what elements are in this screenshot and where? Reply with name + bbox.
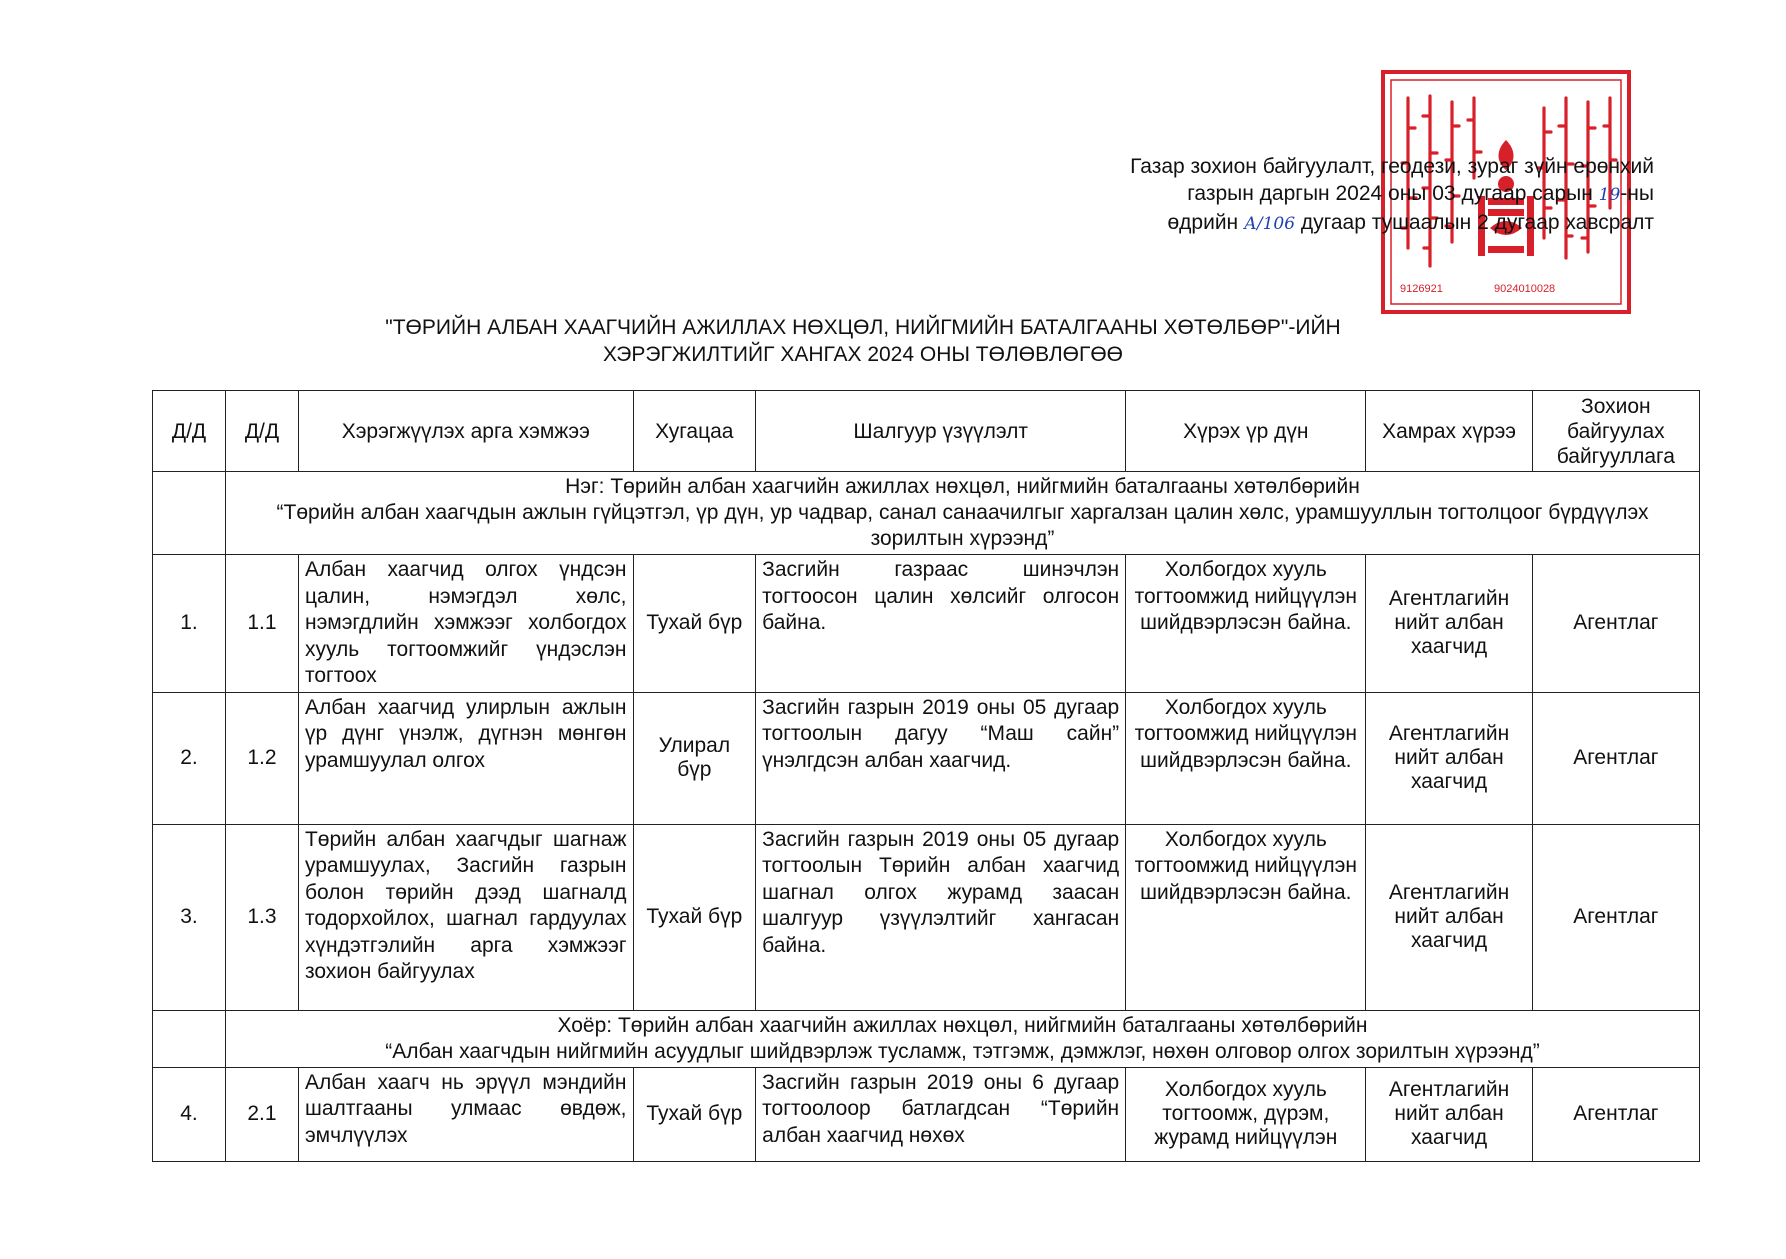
stamp-number-left: 9126921 [1400, 283, 1443, 295]
document-page [18, 16, 1768, 1236]
header-no: Д/Д [153, 391, 226, 472]
row-sub-no: 1.2 [225, 692, 298, 824]
annex-reference [1130, 153, 1654, 238]
section-cell [225, 1010, 1699, 1067]
plan-table [152, 390, 1700, 1162]
row-action: Албан хаагчид олгох үндсэн цалин, нэмэгдэл хөлс, нэмэгдлийн хэмжээг холбогдох хууль тогтоомжийг үндэслэн тогтоох [298, 555, 633, 693]
row-organization: Агентлаг [1532, 555, 1699, 693]
header-scope: Хамрах хүрээ [1366, 391, 1532, 472]
row-no: 1. [153, 555, 226, 693]
section-blank-cell [153, 472, 226, 555]
header-action: Хэрэгжүүлэх арга хэмжээ [298, 391, 633, 472]
header-criteria: Шалгуур үзүүлэлт [756, 391, 1126, 472]
row-period: Тухай бүр [633, 824, 756, 1010]
section-subheading: “Албан хаагчдын нийгмийн асуудлыг шийдвэрлэж тусламж, тэтгэмж, дэмжлэг, нөхөн олговор олгох зорилтын хүрээнд” [385, 1039, 1540, 1063]
row-criteria: Засгийн газрын 2019 оны 05 дугаар тогтоолын Төрийн албан хаагчид шагнал олгох журамд заасан шалгуур үзүүлэлтийг хангасан байна. [756, 824, 1126, 1010]
row-scope: Агентлагийн нийт албан хаагчид [1366, 692, 1532, 824]
row-sub-no: 1.1 [225, 555, 298, 693]
row-scope: Агентлагийн нийт албан хаагчид [1366, 1067, 1532, 1161]
row-result: Холбогдох хууль тогтоомжид нийцүүлэн шийдвэрлэсэн байна. [1126, 555, 1366, 693]
row-action: Төрийн албан хаагчдыг шагнаж урамшуулах, Засгийн газрын болон төрийн дээд шагналд тодорхойлох, шагнал гардуулах хүндэтгэлийн арга хэмжээг зохион байгуулах [298, 824, 633, 1010]
section-heading: Нэг: Төрийн албан хаагчийн ажиллах нөхцөл, нийгмийн баталгааны хөтөлбөрийн [565, 475, 1360, 498]
section-cell [225, 472, 1699, 555]
annex-handwritten-day: 19 [1598, 185, 1621, 205]
table-header-row [153, 391, 1700, 472]
header-sub-no: Д/Д [225, 391, 298, 472]
row-criteria: Засгийн газраас шинэчлэн тогтоосон цалин хөлсийг олгосон байна. [756, 555, 1126, 693]
section-heading: Хоёр: Төрийн албан хаагчийн ажиллах нөхцөл, нийгмийн баталгааны хөтөлбөрийн [557, 1013, 1368, 1037]
stamp-number-right: 9024010028 [1494, 283, 1556, 295]
row-result: Холбогдох хууль тогтоомж, дүрэм, журамд нийцүүлэн [1126, 1067, 1366, 1161]
annex-line-2 [1130, 180, 1654, 209]
row-action: Албан хаагч нь эрүүл мэндийн шалтгааны улмаас өвдөж, эмчлүүлэх [298, 1067, 633, 1161]
section-subheading: “Төрийн албан хаагчдын ажлын гүйцэтгэл, үр дүн, ур чадвар, санал санаачилгыг харгалзан цалин хөлс, урамшууллын тогтолцоог бүрдүүлэх зорилтын хүрээнд” [276, 501, 1649, 550]
row-organization: Агентлаг [1532, 692, 1699, 824]
row-sub-no: 1.3 [225, 824, 298, 1010]
row-no: 3. [153, 824, 226, 1010]
table-row [153, 692, 1700, 824]
row-action: Албан хаагчид улирлын ажлын үр дүнг үнэлж, дүгнэн мөнгөн урамшуулал олгох [298, 692, 633, 824]
row-no: 2. [153, 692, 226, 824]
row-result: Холбогдох хууль тогтоомжид нийцүүлэн шийдвэрлэсэн байна. [1126, 692, 1366, 824]
section-blank-cell [153, 1010, 226, 1067]
row-organization: Агентлаг [1532, 824, 1699, 1010]
annex-line-1: Газар зохион байгуулалт, геодези, зураг зүйн ерөнхий [1130, 155, 1654, 178]
annex-line-2-text-c: -ны [1620, 182, 1654, 205]
row-criteria: Засгийн газрын 2019 оны 05 дугаар тогтоолын дагуу “Маш сайн” үнэлгдсэн албан хаагчид. [756, 692, 1126, 824]
annex-line-2-text-a: газрын даргын 2024 оны [1187, 182, 1427, 205]
row-organization: Агентлаг [1532, 1067, 1699, 1161]
row-period: Улирал бүр [633, 692, 756, 824]
header-result: Хүрэх үр дүн [1126, 391, 1366, 472]
document-title [153, 314, 1573, 368]
section-row [153, 1010, 1700, 1067]
document-title-line-2: ХЭРЭГЖИЛТИЙГ ХАНГАХ 2024 ОНЫ ТӨЛӨВЛӨГӨӨ [602, 343, 1124, 366]
table-row [153, 1067, 1700, 1161]
row-scope: Агентлагийн нийт албан хаагчид [1366, 555, 1532, 693]
annex-line-2-text-b: дугаар сарын [1461, 182, 1593, 205]
header-organization: Зохион байгуулах байгууллага [1532, 391, 1699, 472]
row-criteria: Засгийн газрын 2019 оны 6 дугаар тогтоолоор батлагдсан “Төрийн албан хаагчид нөхөх [756, 1067, 1126, 1161]
row-sub-no: 2.1 [225, 1067, 298, 1161]
row-no: 4. [153, 1067, 226, 1161]
table-row [153, 555, 1700, 693]
header-period: Хугацаа [633, 391, 756, 472]
row-scope: Агентлагийн нийт албан хаагчид [1366, 824, 1532, 1010]
document-title-line-1: "ТӨРИЙН АЛБАН ХААГЧИЙН АЖИЛЛАХ НӨХЦӨЛ, НИЙГМИЙН БАТАЛГААНЫ ХӨТӨЛБӨР"-ИЙН [385, 316, 1341, 339]
annex-line-3 [1130, 209, 1654, 238]
table-row [153, 824, 1700, 1010]
row-period: Тухай бүр [633, 555, 756, 693]
annex-month: 03 [1432, 182, 1456, 205]
section-row [153, 472, 1700, 555]
row-period: Тухай бүр [633, 1067, 756, 1161]
row-result: Холбогдох хууль тогтоомжид нийцүүлэн шийдвэрлэсэн байна. [1126, 824, 1366, 1010]
annex-line-3-text-a: өдрийн [1167, 211, 1239, 234]
annex-line-3-text-b: дугаар тушаалын 2 дугаар хавсралт [1300, 211, 1654, 234]
annex-handwritten-order-number: А/106 [1244, 214, 1296, 234]
